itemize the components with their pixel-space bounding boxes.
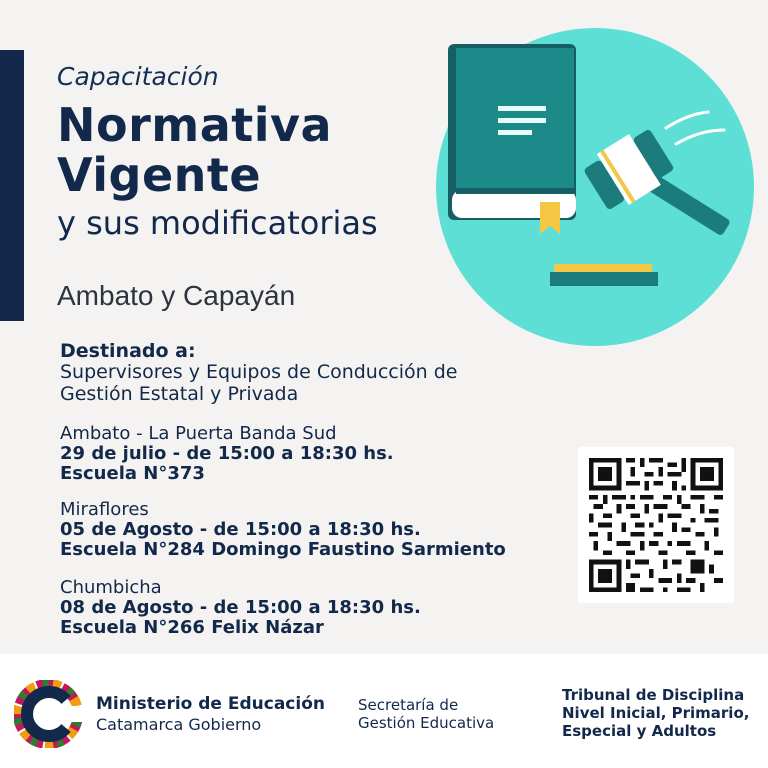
- qr-code[interactable]: [578, 447, 734, 603]
- audience-text: [60, 361, 530, 405]
- gavel-base: [550, 272, 658, 286]
- tribunal-line-1: Tribunal de Disciplina: [562, 686, 745, 704]
- gavel-icon: [548, 100, 744, 296]
- logo-c-opening: [62, 706, 82, 722]
- audience-line-1: Supervisores y Equipos de Conducción de: [60, 361, 458, 383]
- event-block: [60, 424, 530, 484]
- event-block: [60, 500, 530, 560]
- subtitle: y sus modificatorias: [57, 204, 378, 242]
- qr-finder-top-right-dot: [700, 467, 714, 481]
- accent-bar: [0, 50, 24, 321]
- title-line-2: Vigente: [57, 148, 262, 202]
- gavel-base-gold: [554, 264, 652, 272]
- event-date: 08 de Agosto - de 15:00 a 18:30 hs.: [60, 597, 421, 618]
- ministry-logo: [14, 680, 82, 748]
- secretaria-line-1: Secretaría de: [358, 696, 459, 714]
- place-text: Ambato y Capayán: [57, 280, 296, 311]
- motion-line-1: [666, 112, 708, 128]
- event-location: Miraflores: [60, 499, 149, 520]
- event-school: Escuela N°266 Felix Názar: [60, 617, 324, 638]
- event-school: Escuela N°284 Domingo Faustino Sarmiento: [60, 539, 506, 560]
- kicker-text: Capacitación: [57, 62, 219, 91]
- secretaria-text: [358, 696, 494, 732]
- tribunal-text: [562, 686, 749, 740]
- qr-finder-top-left-dot: [598, 467, 612, 481]
- title-line-1: Normativa: [57, 98, 333, 152]
- audience-heading: Destinado a:: [60, 340, 196, 362]
- qr-code-icon: [589, 458, 723, 592]
- logo-c-shape: [27, 692, 66, 736]
- event-location: Ambato - La Puerta Banda Sud: [60, 423, 337, 444]
- book-text-line-1: [498, 106, 546, 111]
- footer: [0, 654, 768, 768]
- event-school: Escuela N°373: [60, 463, 205, 484]
- book-text-line-3: [498, 130, 532, 135]
- motion-line-2: [676, 130, 724, 144]
- page-title: [57, 100, 332, 200]
- event-block: [60, 578, 530, 638]
- tribunal-line-3: Especial y Adultos: [562, 722, 717, 740]
- secretaria-line-2: Gestión Educativa: [358, 714, 495, 732]
- book-text-line-2: [498, 118, 546, 123]
- tribunal-line-2: Nivel Inicial, Primario,: [562, 704, 750, 722]
- event-date: 05 de Agosto - de 15:00 a 18:30 hs.: [60, 519, 421, 540]
- event-date: 29 de julio - de 15:00 a 18:30 hs.: [60, 443, 394, 464]
- qr-finder-bottom-left-dot: [598, 569, 612, 583]
- event-location: Chumbicha: [60, 577, 162, 598]
- ministry-name: Ministerio de Educación: [96, 694, 325, 714]
- ministry-subname: Catamarca Gobierno: [96, 715, 262, 734]
- audience-line-2: Gestión Estatal y Privada: [60, 383, 299, 405]
